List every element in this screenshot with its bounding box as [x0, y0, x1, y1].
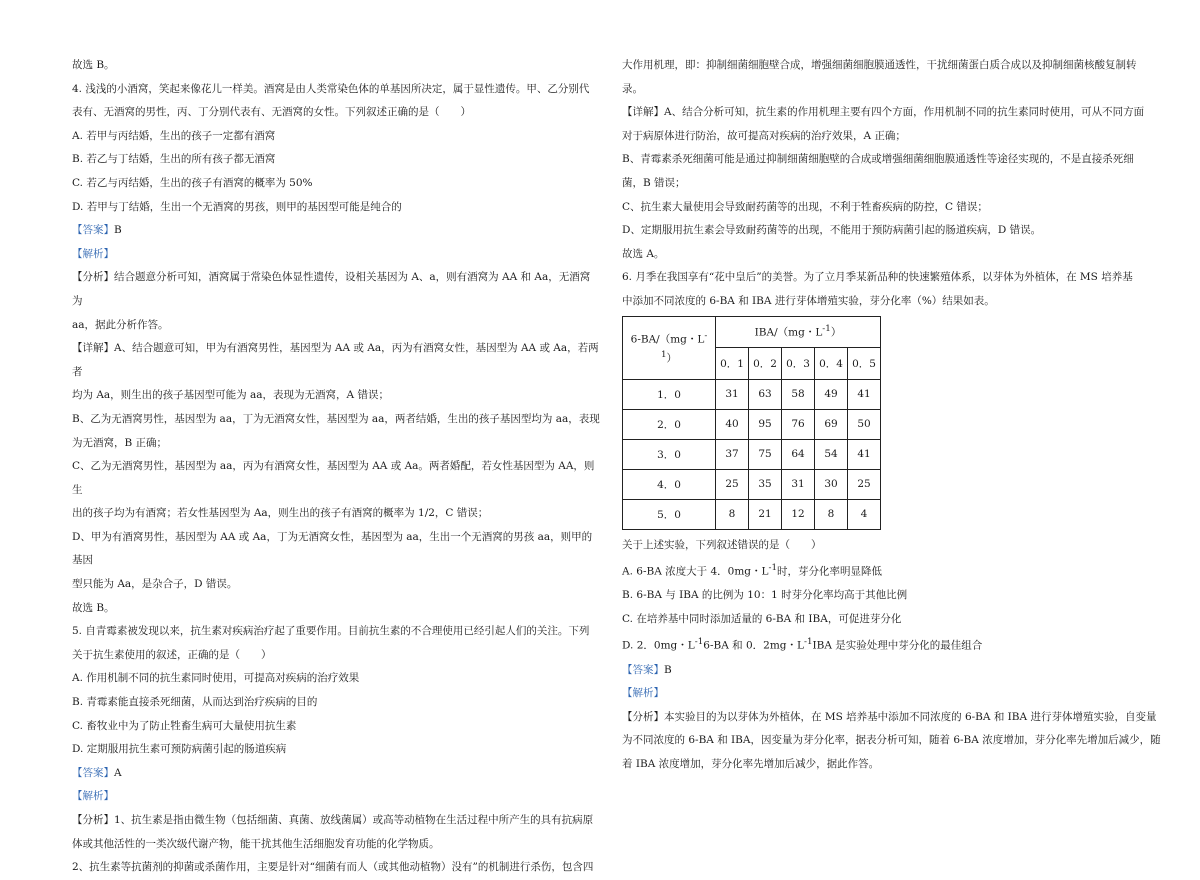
- text-line: C、抗生素大量使用会导致耐药菌等的出现，不利于牲畜疾病的防控，C 错误；: [622, 200, 988, 213]
- table-cell: 30: [815, 469, 848, 499]
- table-col-header: 0．2: [749, 348, 782, 380]
- question-6-stem: 6. 月季在我国享有“花中皇后”的美誉。为了立月季某新品种的快速繁殖体系，以芽体为外植体，在 MS 培养基: [622, 271, 1133, 284]
- table-row-header: 4．0: [623, 469, 716, 499]
- text-line: 结合题意分析可知，酒窝属于常染色体显性遗传，设相关基因为 A、a，则有酒窝为 AA 和 Aa，无酒窝为: [72, 271, 591, 307]
- answer-tag: 【答案】: [72, 224, 114, 237]
- answer-tag: 【答案】: [622, 663, 664, 676]
- text-line: 菌，B 错误；: [622, 176, 686, 189]
- q5-answer: [72, 762, 600, 786]
- table-cell: 37: [716, 439, 749, 469]
- table-cell: 25: [716, 469, 749, 499]
- text-line: 为不同浓度的 6-BA 和 IBA，因变量为芽分化率，据表分析可知，随着 6-BA 浓度增加，芽分化率先增加后减少，随: [622, 734, 1161, 747]
- question-6-prompt: 关于上述实验，下列叙述错误的是（ ）: [622, 538, 822, 551]
- text-line: 大作用机理，即：抑制细菌细胞壁合成，增强细菌细胞膜通透性，干扰细菌蛋白质合成以及抑制细菌核酸复制转: [622, 59, 1137, 71]
- table-cell: 76: [782, 409, 815, 439]
- q6-fenxi: [622, 706, 1162, 730]
- table-cell: 58: [782, 379, 815, 409]
- question-4-stem: 4. 浅浅的小酒窝，笑起来像花儿一样美。酒窝是由人类常染色体的单基因所决定，属于显性遗传。甲、乙分别代: [72, 82, 590, 95]
- analysis-tag: 【解析】: [72, 790, 114, 803]
- q4-answer: [72, 219, 600, 243]
- text-line: aa，据此分析作答。: [72, 318, 169, 331]
- text-line: 对于病原体进行防治，故可提高对疾病的治疗效果，A 正确；: [622, 129, 906, 142]
- table-cell: 41: [848, 379, 881, 409]
- text-line: A、结合分析可知，抗生素的作用机理主要有四个方面，作用机制不同的抗生素同时使用，可从不同方面: [664, 106, 1145, 119]
- table-cell: 64: [782, 439, 815, 469]
- table-row-header: 3．0: [623, 439, 716, 469]
- q6-option-b: B. 6-BA 与 IBA 的比例为 10：1 时芽分化率均高于其他比例: [622, 589, 908, 602]
- table-cell: 4: [848, 499, 881, 529]
- q4-option-c: C. 若乙与丙结婚，生出的孩子有酒窝的概率为 50%: [72, 176, 313, 189]
- text-line: 1、抗生素是指由微生物（包括细菌、真菌、放线菌属）或高等动植物在生活过程中所产生的具有抗病原: [114, 814, 594, 826]
- q6-analysis-tag: [622, 682, 1162, 706]
- text-line: 故选 B。: [72, 601, 115, 614]
- text-line: B、乙为无酒窝男性，基因型为 aa，丁为无酒窝女性，基因型为 aa，两者结婚，生出的孩子基因型均为 aa，表现: [72, 412, 600, 425]
- text-line: C、乙为无酒窝男性，基因型为 aa，丙为有酒窝女性，基因型为 AA 或 Aa。两者婚配，若女性基因型为 AA，则生: [72, 460, 595, 496]
- q6-option-c: C. 在培养基中同时添加适量的 6-BA 和 IBA，可促进芽分化: [622, 612, 902, 625]
- question-6-stem-cont: 中添加不同浓度的 6-BA 和 IBA 进行芽体增殖实验，芽分化率（%）结果如表。: [622, 294, 995, 307]
- table-col-header: 0．4: [815, 348, 848, 380]
- table-header-6ba: 6-BA/（mg・L- $^1$）: [623, 316, 716, 379]
- table-row-header: 5．0: [623, 499, 716, 529]
- text-line: B、青霉素杀死细菌可能是通过抑制细菌细胞壁的合成或增强细菌细胞膜通透性等途径实现的，不是直接杀死细: [622, 153, 1134, 166]
- q5-option-b: B. 青霉素能直接杀死细菌，从而达到治疗疾病的目的: [72, 696, 318, 709]
- text-line: 出的孩子均为有酒窝；若女性基因型为 Aa，则生出的孩子有酒窝的概率为 1/2，C 错误；: [72, 507, 489, 520]
- q6-answer: [622, 659, 1162, 683]
- text-line: 录。: [622, 82, 643, 95]
- question-5-stem: 5. 自青霉素被发现以来，抗生素对疾病治疗起了重要作用。目前抗生素的不合理使用已经引起人们的关注。下列: [72, 625, 590, 638]
- table-cell: 31: [782, 469, 815, 499]
- table-cell: 41: [848, 439, 881, 469]
- fenxi-tag: 【分析】: [72, 814, 114, 826]
- text-line: 型只能为 Aa，是杂合子，D 错误。: [72, 578, 238, 591]
- table-cell: 75: [749, 439, 782, 469]
- analysis-tag: 【解析】: [622, 687, 664, 700]
- text-line: 为无酒窝，B 正确；: [72, 436, 168, 449]
- answer-value: B: [664, 663, 672, 676]
- table-cell: 12: [782, 499, 815, 529]
- fenxi-tag: 【分析】: [622, 710, 664, 723]
- text-line: 本实验目的为以芽体为外植体，在 MS 培养基中添加不同浓度的 6-BA 和 IBA 进行芽体增殖实验，自变量: [664, 710, 1157, 723]
- text-line: D、定期服用抗生素会导致耐药菌等的出现，不能用于预防病菌引起的肠道疾病，D 错误。: [622, 224, 1042, 237]
- table-row-header: 2．0: [623, 409, 716, 439]
- fenxi-tag: 【分析】: [72, 271, 114, 284]
- q4-xiangjie: [72, 337, 600, 384]
- table-cell: 8: [716, 499, 749, 529]
- q4-analysis-tag: [72, 243, 600, 267]
- question-4-stem-cont: 表有、无酒窝的男性，丙、丁分别代表有、无酒窝的女性。下列叙述正确的是（ ）: [72, 106, 471, 119]
- q5-option-d: D. 定期服用抗生素可预防病菌引起的肠道疾病: [72, 743, 287, 756]
- answer-value: B: [114, 224, 122, 237]
- table-header-row: [623, 316, 881, 348]
- q4-option-a: A. 若甲与丙结婚，生出的孩子一定都有酒窝: [72, 129, 276, 142]
- analysis-tag: 【解析】: [72, 247, 114, 260]
- q6-option-d: D. 2．0mg・$L^{-1}6-BA$ 和 0．2mg・$L^{-1}IBA$ 是实验处理中芽分化的最佳组合: [622, 637, 983, 652]
- text-line: D、甲为有酒窝男性，基因型为 AA 或 Aa，丁为无酒窝女性，基因型为 aa，生出一个无酒窝的男孩 aa，则甲的基因: [72, 530, 593, 567]
- table-cell: 54: [815, 439, 848, 469]
- q5-xiangjie: [622, 101, 1162, 125]
- table-row: [623, 379, 881, 409]
- q4-fenxi: [72, 266, 600, 313]
- table-cell: 63: [749, 379, 782, 409]
- experiment-table: [622, 316, 881, 530]
- text-line: A、结合题意可知，甲为有酒窝男性，基因型为 AA 或 Aa，丙为有酒窝女性，基因型为 AA 或 Aa，若两者: [72, 342, 599, 378]
- table-cell: 35: [749, 469, 782, 499]
- xiangjie-tag: 【详解】: [622, 106, 664, 119]
- table-row: [623, 469, 881, 499]
- text-line: 故选 A。: [622, 247, 665, 260]
- q4-option-d: D. 若甲与丁结婚，生出一个无酒窝的男孩，则甲的基因型可能是纯合的: [72, 200, 402, 213]
- xiangjie-tag: 【详解】: [72, 342, 114, 355]
- table-cell: 50: [848, 409, 881, 439]
- table-cell: 25: [848, 469, 881, 499]
- text-line: 着 IBA 浓度增加，芽分化率先增加后减少，据此作答。: [622, 757, 880, 770]
- table-row: [623, 439, 881, 469]
- q5-option-c: C. 畜牧业中为了防止牲畜生病可大量使用抗生素: [72, 719, 297, 732]
- question-5-stem-cont: 关于抗生素使用的叙述，正确的是（ ）: [72, 648, 272, 661]
- table-header-iba: IBA/（mg・$L^{-1}$）: [716, 316, 881, 348]
- answer-tag: 【答案】: [72, 766, 114, 779]
- text-line: 2、抗生素等抗菌剂的抑菌或杀菌作用，主要是针对“细菌有而人（或其他动植物）没有”的机制进行杀伤，包含四: [72, 861, 594, 874]
- left-column: [72, 54, 600, 880]
- table-row: [623, 499, 881, 529]
- q4-option-b: B. 若乙与丁结婚，生出的所有孩子都无酒窝: [72, 153, 276, 166]
- table-cell: 95: [749, 409, 782, 439]
- table-cell: 40: [716, 409, 749, 439]
- q5-fenxi: [72, 809, 600, 833]
- table-cell: 31: [716, 379, 749, 409]
- table-cell: 49: [815, 379, 848, 409]
- answer-value: A: [114, 766, 122, 779]
- table-cell: 21: [749, 499, 782, 529]
- table-row: [623, 409, 881, 439]
- table-col-header: 0．5: [848, 348, 881, 380]
- table-col-header: 0．3: [782, 348, 815, 380]
- table-cell: 69: [815, 409, 848, 439]
- q5-analysis-tag: [72, 785, 600, 809]
- text-line: 均为 Aa，则生出的孩子基因型可能为 aa，表现为无酒窝，A 错误；: [72, 389, 389, 402]
- text-line: 故选 B。: [72, 59, 115, 71]
- text-line: 体或其他活性的一类次级代谢产物，能干扰其他生活细胞发育功能的化学物质。: [72, 837, 440, 850]
- table-cell: 8: [815, 499, 848, 529]
- table-row-header: 1．0: [623, 379, 716, 409]
- q6-option-a: A. 6-BA 浓度大于 4．0mg・$L^{-1}$时，芽分化率明显降低: [622, 563, 883, 578]
- right-column: [622, 54, 1162, 776]
- table-col-header: 0．1: [716, 348, 749, 380]
- q5-option-a: A. 作用机制不同的抗生素同时使用，可提高对疾病的治疗效果: [72, 672, 360, 685]
